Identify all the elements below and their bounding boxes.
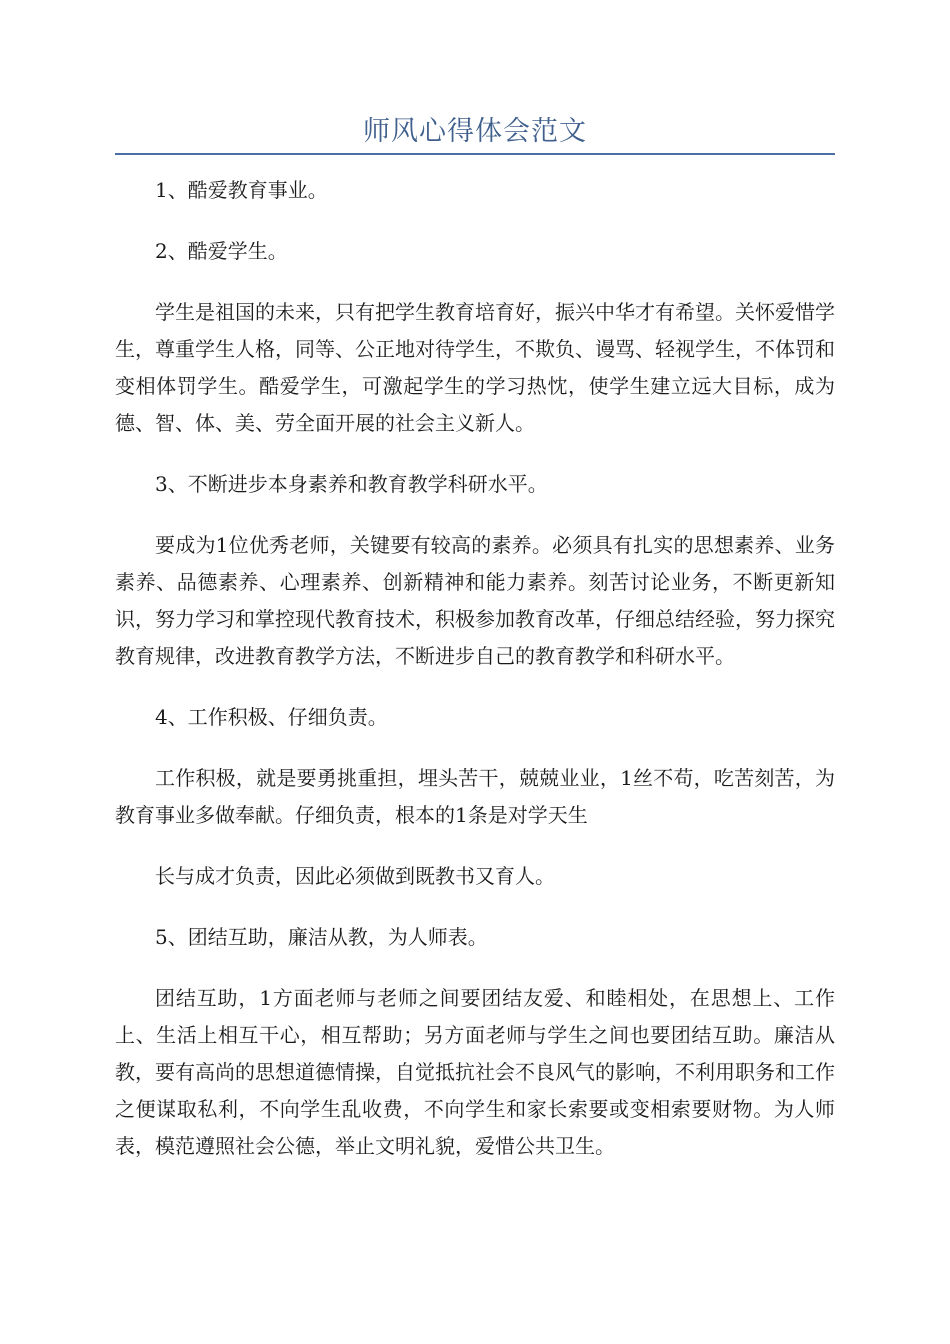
paragraph-work: 工作积极，就是要勇挑重担，埋头苦干，兢兢业业，1丝不苟，吃苦刻苦，为教育事业多做奉献。仔细负责，根本的1条是对学天生 [115,766,835,827]
title-underline [115,153,835,155]
document-body [115,172,835,1189]
paragraph-work-continued: 长与成才负责，因此必须做到既教书又育人。 [155,864,555,888]
section-heading-2: 2、酷爱学生。 [155,239,288,263]
document-title: 师风心得体会范文 [363,116,587,147]
section-heading-5: 5、团结互助，廉洁从教，为人师表。 [155,925,488,949]
section-heading-4: 4、工作积极、仔细负责。 [155,705,388,729]
paragraph-students: 学生是祖国的未来，只有把学生教育培育好，振兴中华才有希望。关怀爱惜学生，尊重学生人格，同等、公正地对待学生，不欺负、谩骂、轻视学生，不体罚和变相体罚学生。酷爱学生，可激起学生的学习热忱，使学生建立远大目标，成为德、智、体、美、劳全面开展的社会主义新人。 [115,300,835,435]
section-heading-3: 3、不断进步本身素养和教育教学科研水平。 [155,472,548,496]
paragraph-quality: 要成为1位优秀老师，关键要有较高的素养。必须具有扎实的思想素养、业务素养、品德素养、心理素养、创新精神和能力素养。刻苦讨论业务，不断更新知识，努力学习和掌控现代教育技术，积极参加教育改革，仔细总结经验，努力探究教育规律，改进教育教学方法，不断进步自己的教育教学和科研水平。 [115,533,835,668]
section-heading-1: 1、酷爱教育事业。 [155,178,328,202]
paragraph-unity: 团结互助，1方面老师与老师之间要团结友爱、和睦相处，在思想上、工作上、生活上相互干心，相互帮助；另方面老师与学生之间也要团结互助。廉洁从教，要有高尚的思想道德情操，自觉抵抗社会不良风气的影响，不利用职务和工作之便谋取私利，不向学生乱收费，不向学生和家长索要或变相索要财物。为人师表，模范遵照社会公德，举止文明礼貌，爱惜公共卫生。 [115,986,835,1158]
